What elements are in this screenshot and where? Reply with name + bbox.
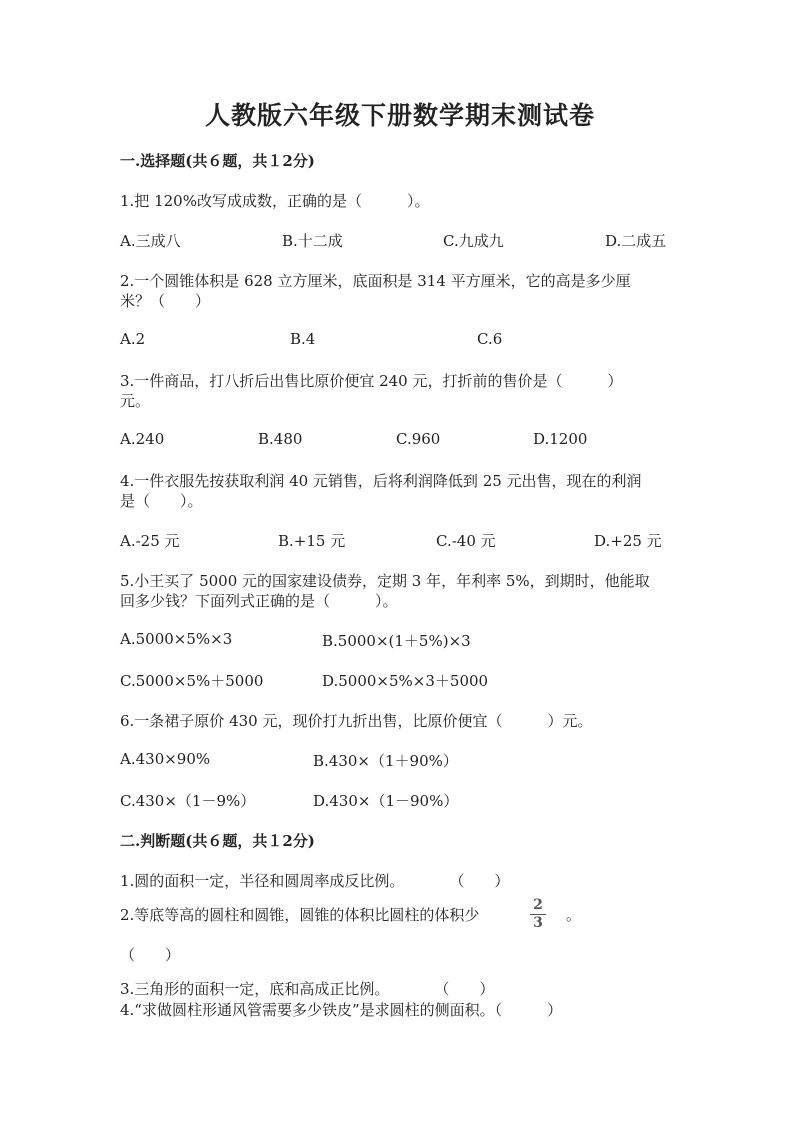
section-heading-choice: 一.选择题(共６题，共１2分) (120, 152, 315, 170)
question-1: 1.把 120%改写成成数，正确的是（ ）。 (120, 192, 430, 210)
q1-option-d: D.二成五 (605, 232, 667, 250)
q1-option-c: C.九成九 (443, 232, 504, 250)
q5-option-a: A.5000×5%×3 (120, 630, 233, 648)
judgment-4: 4.“求做圆柱形通风管需要多少铁皮”是求圆柱的侧面积。（ ） (120, 1001, 563, 1019)
page-title: 人教版六年级下册数学期末测试卷 (204, 101, 595, 130)
q4-option-b: B.+15 元 (278, 532, 346, 550)
question-2-line2: 米？（ ） (120, 292, 211, 310)
section-heading-judgment: 二.判断题(共６题，共１2分) (120, 832, 315, 850)
q1-option-b: B.十二成 (282, 232, 343, 250)
q3-option-d: D.1200 (533, 430, 588, 448)
q6-option-b: B.430×（1＋90%） (313, 752, 458, 770)
fraction-denominator: 3 (533, 915, 543, 931)
question-4-line2: 是（ ）。 (120, 492, 203, 510)
question-2-line1: 2.一个圆锥体积是 628 立方厘米，底面积是 314 平方厘米，它的高是多少厘 (120, 272, 631, 290)
question-5-line2: 回多少钱？下面列式正确的是（ ）。 (120, 592, 398, 610)
q6-option-d: D.430×（1－90%） (313, 792, 459, 810)
question-3-line1: 3.一件商品，打八折后出售比原价便宜 240 元，打折前的售价是（ ） (120, 372, 623, 390)
question-5-line1: 5.小王买了 5000 元的国家建设债券，定期 3 年，年利率 5%，到期时，他能取 (120, 572, 650, 590)
question-4-line1: 4.一件衣服先按获取利润 40 元销售，后将利润降低到 25 元出售，现在的利润 (120, 472, 642, 490)
q6-option-a: A.430×90% (120, 750, 211, 768)
judgment-3: 3.三角形的面积一定，底和高成正比例。 （ ） (120, 980, 495, 998)
q1-option-a: A.三成八 (120, 232, 181, 250)
question-6: 6.一条裙子原价 430 元，现价打九折出售，比原价便宜（ ）元。 (120, 712, 593, 730)
q4-option-a: A.-25 元 (120, 532, 180, 550)
q5-option-c: C.5000×5%＋5000 (120, 672, 264, 690)
q4-option-d: D.+25 元 (594, 532, 662, 550)
q3-option-b: B.480 (258, 430, 303, 448)
q3-option-c: C.960 (396, 430, 441, 448)
q2-option-b: B.4 (290, 330, 316, 348)
judgment-1: 1.圆的面积一定，半径和圆周率成反比例。 （ ） (120, 872, 510, 890)
q3-option-a: A.240 (120, 430, 165, 448)
q5-option-b: B.5000×(1＋5%)×3 (322, 632, 471, 650)
judgment-2: 2.等底等高的圆柱和圆锥，圆锥的体积比圆柱的体积少 (120, 906, 480, 924)
fraction-numerator: 2 (533, 897, 543, 913)
judgment-2-end: 。 (566, 906, 582, 924)
q2-option-a: A.2 (120, 330, 146, 348)
q2-option-c: C.6 (477, 330, 503, 348)
q4-option-c: C.-40 元 (436, 532, 496, 550)
question-3-line2: 元。 (120, 392, 151, 410)
q5-option-d: D.5000×5%×3＋5000 (322, 672, 489, 690)
fraction-two-thirds (528, 898, 548, 931)
q6-option-c: C.430×（1－9%） (120, 792, 256, 810)
judgment-2-answer: （ ） (120, 946, 181, 964)
